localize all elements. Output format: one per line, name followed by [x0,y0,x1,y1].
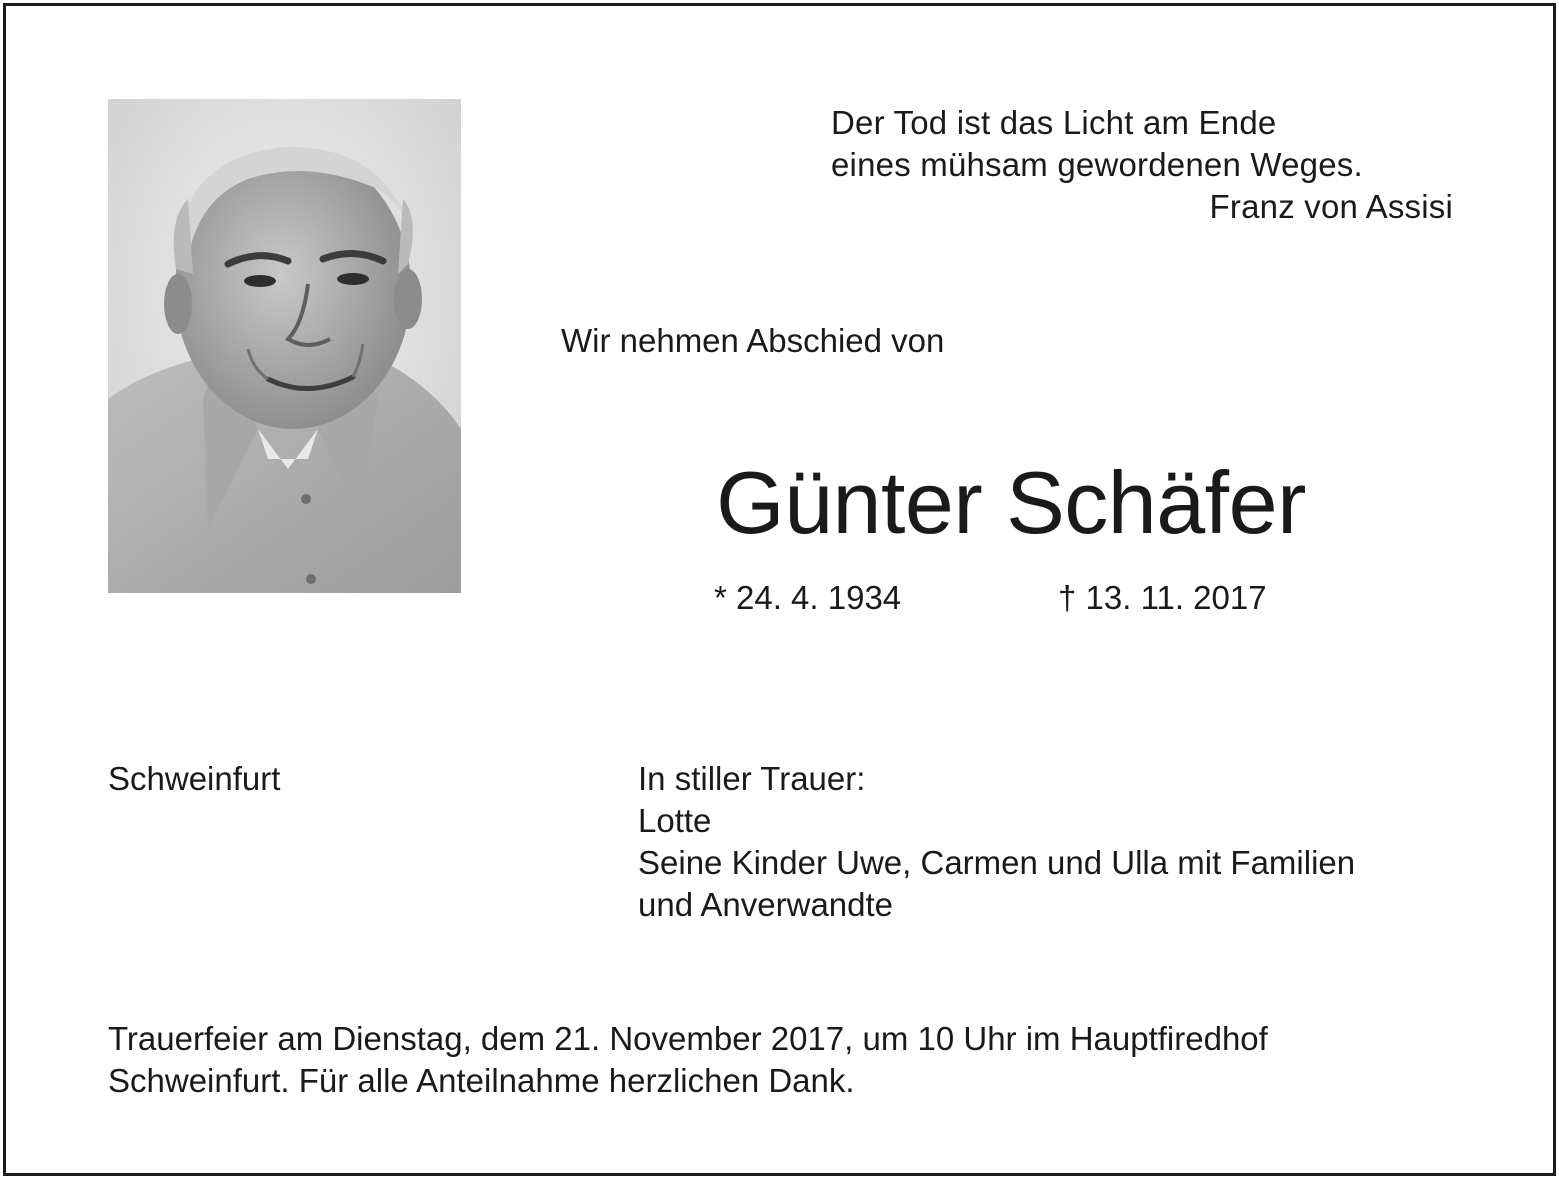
deceased-name: Günter Schäfer [716,453,1306,552]
quote-block [831,102,1453,228]
mourner-line: Lotte [638,802,712,839]
mourners-heading: In stiller Trauer: [638,760,866,797]
quote-line: eines mühsam gewordenen Weges. [831,146,1363,183]
death-date: † 13. 11. 2017 [1058,579,1267,616]
birth-date: * 24. 4. 1934 [714,579,902,616]
service-notice [108,1018,1456,1102]
city-name: Schweinfurt [108,760,281,797]
obituary-notice [3,3,1556,1176]
mourners-block [638,758,1355,926]
service-line: Trauerfeier am Dienstag, dem 21. November 2017, um 10 Uhr im Hauptfiredhof [108,1020,1268,1057]
service-line: Schweinfurt. Für alle Anteilnahme herzlichen Dank. [108,1062,855,1099]
mourner-line: Seine Kinder Uwe, Carmen und Ulla mit Familien [638,844,1356,881]
quote-line: Der Tod ist das Licht am Ende [831,104,1277,141]
portrait-photo [108,99,461,593]
farewell-intro: Wir nehmen Abschied von [561,322,945,359]
mourner-line: und Anverwandte [638,886,894,923]
quote-author: Franz von Assisi [1209,188,1453,225]
